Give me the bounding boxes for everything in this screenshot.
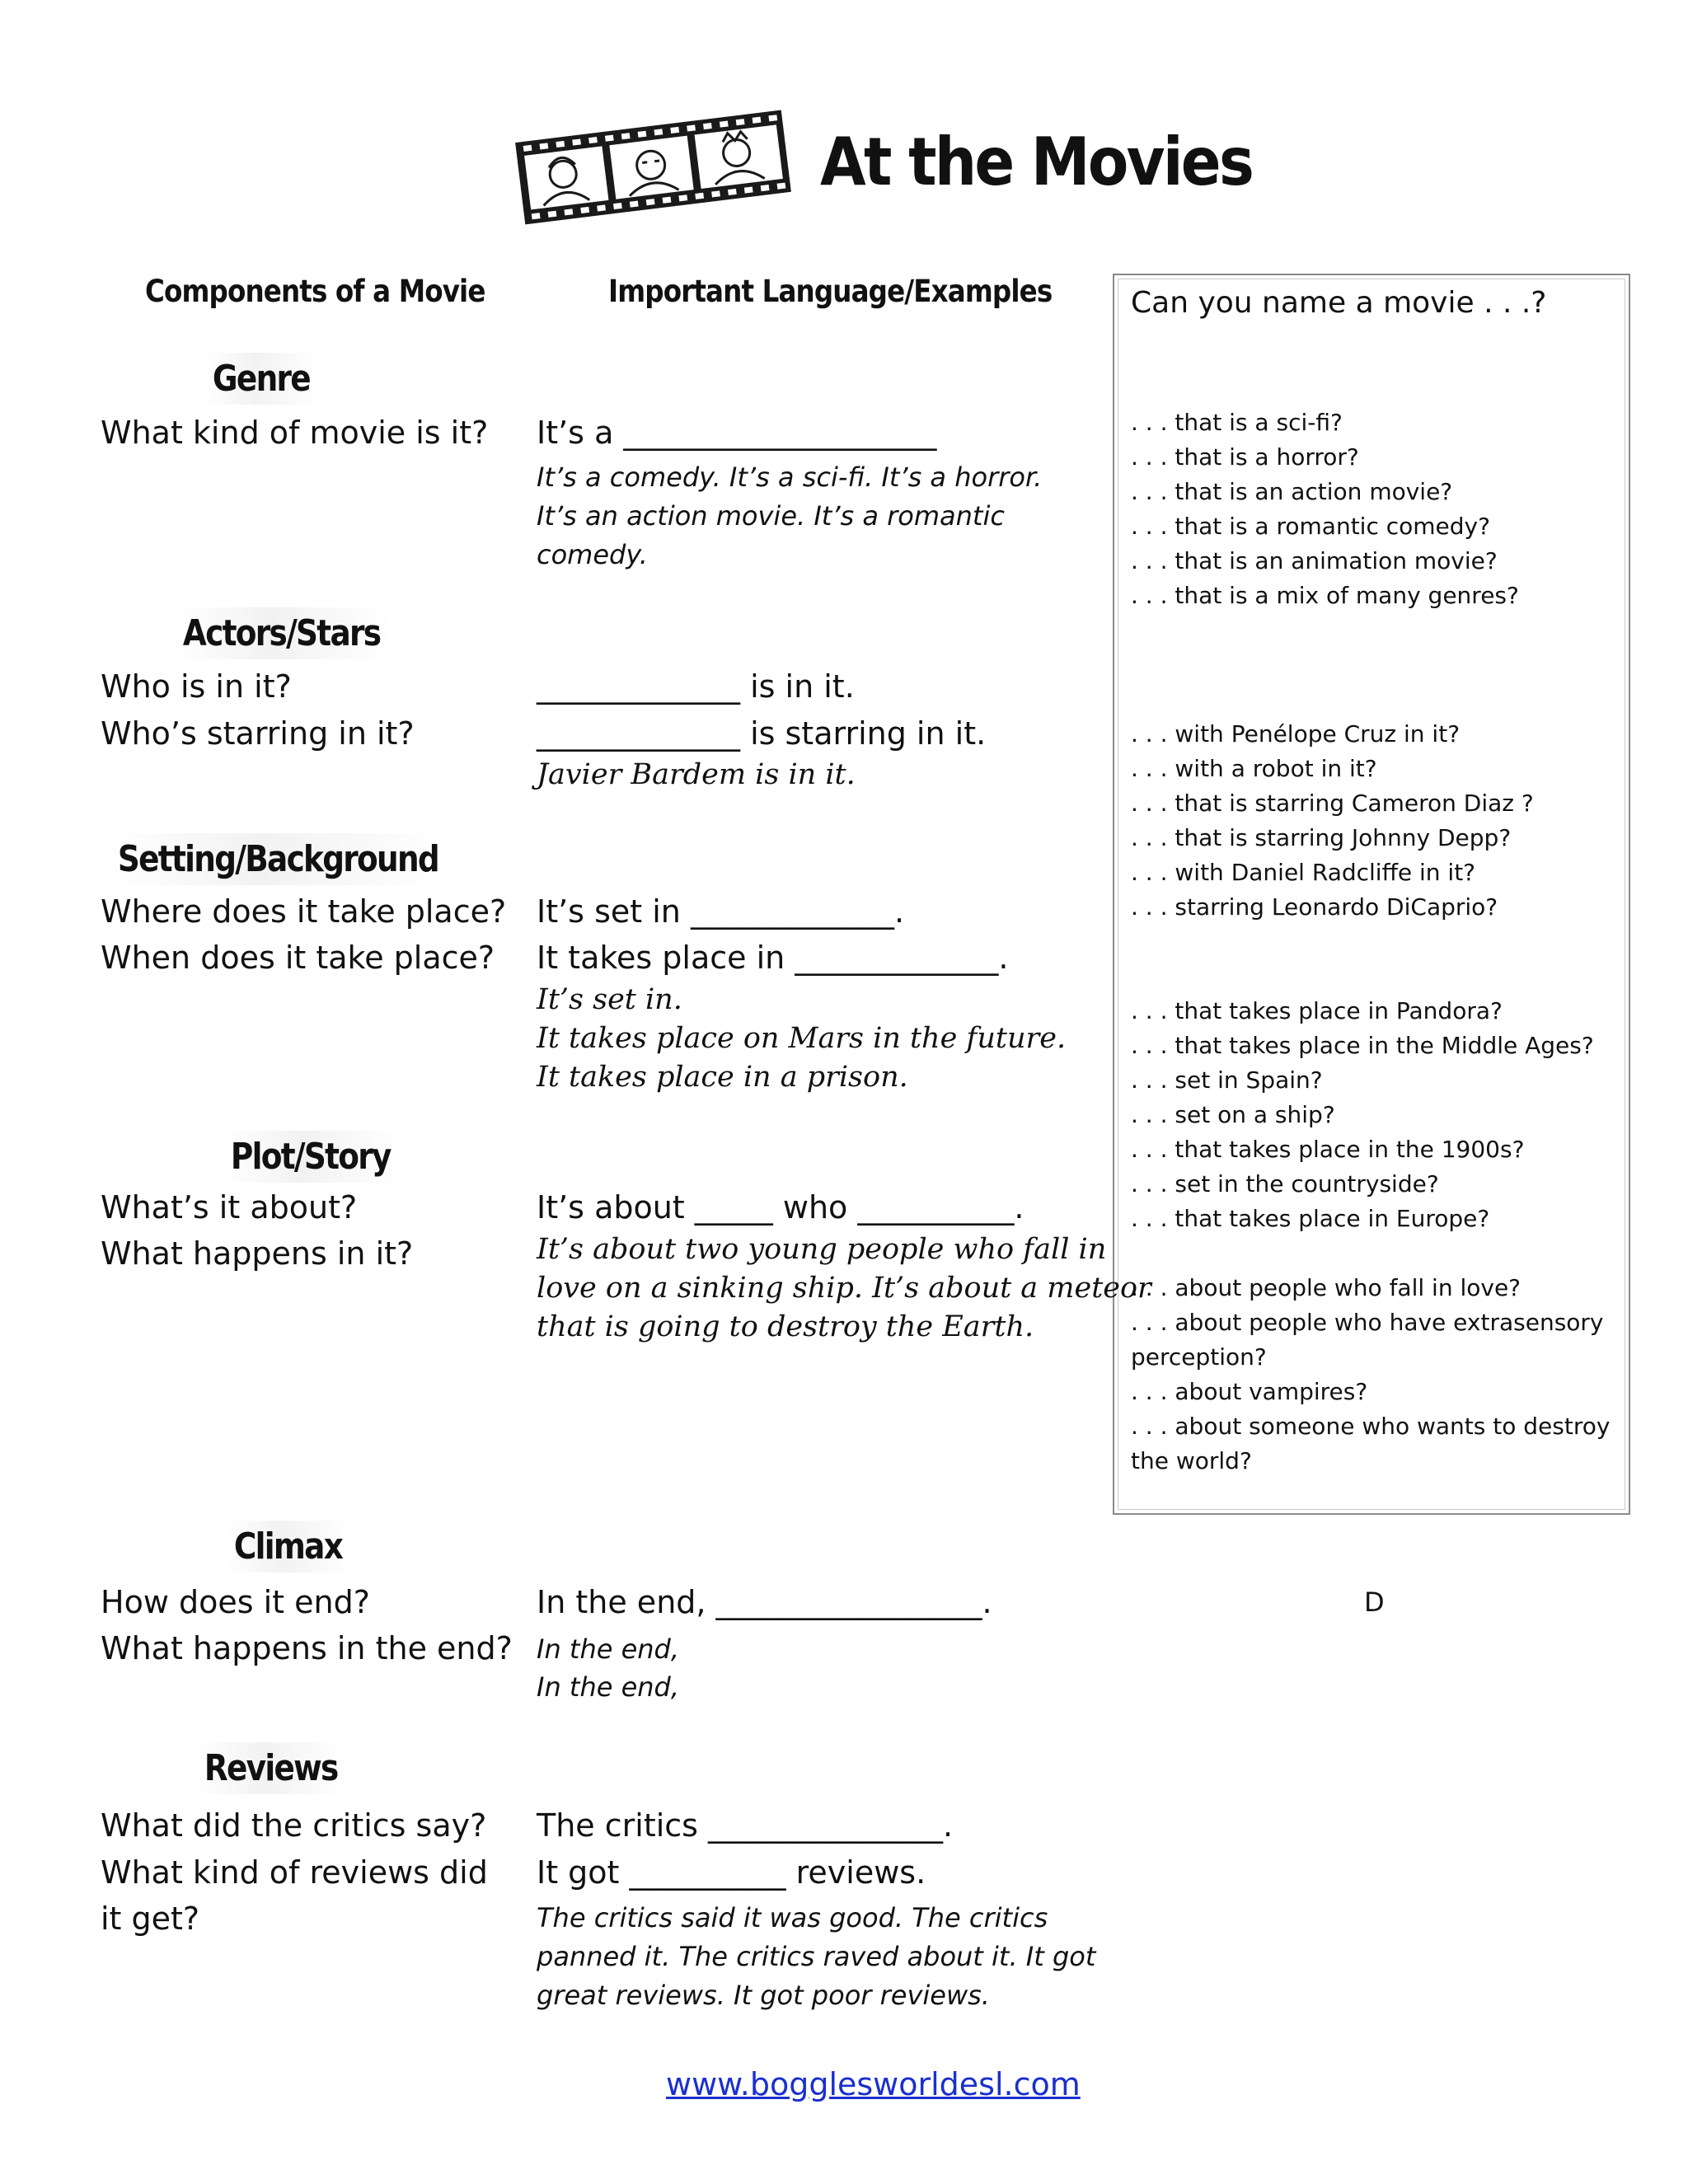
setting-question: When does it take place?: [101, 940, 495, 976]
plot-question: What happens in it?: [101, 1235, 414, 1272]
box-prompt: . . . that is an animation movie?: [1131, 547, 1498, 574]
box-prompt: . . . that is starring Johnny Depp?: [1131, 824, 1512, 851]
plot-example: love on a sinking ship. It’s about a meteor: [537, 1272, 1151, 1305]
plot-example: that is going to destroy the Earth.: [537, 1310, 1034, 1343]
box-prompt: . . . about people who fall in love?: [1131, 1274, 1522, 1301]
setting-example: It’s set in.: [537, 983, 682, 1016]
box-prompt: . . . set on a ship?: [1131, 1101, 1335, 1128]
genre-answer-frame: It’s a ____________________: [537, 415, 937, 451]
climax-question: How does it end?: [101, 1584, 370, 1620]
genre-example: It’s a comedy. It’s a sci-fi. It’s a horror.: [537, 462, 1043, 493]
box-prompt: . . . with a robot in it?: [1131, 755, 1377, 782]
setting-answer-frame: It takes place in _____________.: [537, 940, 1009, 976]
stray-letter: D: [1364, 1586, 1385, 1618]
reviews-badge: Reviews: [195, 1742, 347, 1794]
genre-example: comedy.: [537, 539, 648, 570]
reviews-answer-frame: The critics _______________.: [537, 1807, 954, 1844]
plot-badge: Plot/Story: [221, 1131, 401, 1183]
reviews-example: great reviews. It got poor reviews.: [537, 1980, 990, 2011]
plot-question: What’s it about?: [101, 1189, 358, 1226]
box-prompt: . . . that takes place in Europe?: [1131, 1205, 1490, 1232]
filmstrip-logo-icon: [515, 105, 791, 229]
setting-badge: Setting/Background: [108, 833, 448, 885]
reviews-question: What did the critics say?: [101, 1807, 487, 1844]
actors-question: Who is in it?: [101, 668, 292, 705]
box-prompt: . . . starring Leonardo DiCaprio?: [1131, 893, 1498, 921]
box-prompt: . . . set in Spain?: [1131, 1066, 1323, 1094]
plot-example: It’s about two young people who fall in: [537, 1233, 1107, 1266]
box-prompt: . . . that takes place in the Middle Ages?: [1131, 1032, 1594, 1059]
box-prompt: . . . that is a mix of many genres?: [1131, 582, 1519, 609]
setting-question: Where does it take place?: [101, 893, 507, 930]
climax-answer-frame: In the end, _________________.: [537, 1584, 992, 1620]
climax-example: In the end,: [537, 1633, 680, 1665]
box-prompt: . . . that is an action movie?: [1131, 478, 1453, 505]
box-prompt: . . . with Daniel Radcliffe in it?: [1131, 859, 1476, 886]
box-prompt: . . . that is starring Cameron Diaz ?: [1131, 790, 1534, 817]
reviews-example: panned it. The critics raved about it. It got: [537, 1941, 1096, 1972]
box-prompt: . . . about vampires?: [1131, 1378, 1368, 1405]
box-prompt: . . . with Penélope Cruz in it?: [1131, 720, 1461, 748]
reviews-question: What kind of reviews did: [101, 1854, 488, 1891]
box-prompt: perception?: [1131, 1343, 1267, 1371]
setting-example: It takes place on Mars in the future.: [537, 1022, 1067, 1055]
plot-answer-frame: It’s about _____ who __________.: [537, 1189, 1025, 1226]
components-column-header: Components of a Movie: [145, 274, 485, 309]
setting-example: It takes place in a prison.: [537, 1061, 908, 1094]
box-title: Can you name a movie . . .?: [1131, 286, 1547, 320]
box-prompt: . . . about people who have extrasensory: [1131, 1309, 1604, 1336]
reviews-question: it get?: [101, 1900, 200, 1937]
box-prompt: . . . that is a sci-fi?: [1131, 409, 1343, 436]
box-prompt: . . . that is a horror?: [1131, 443, 1359, 471]
setting-answer-frame: It’s set in _____________.: [537, 893, 905, 930]
actors-badge: Actors/Stars: [173, 607, 390, 659]
footer-website-link[interactable]: www.bogglesworldesl.com: [666, 2066, 1081, 2102]
actors-example: Javier Bardem is in it.: [537, 758, 856, 791]
box-prompt: the world?: [1131, 1447, 1252, 1474]
box-prompt: . . . about someone who wants to destroy: [1131, 1413, 1611, 1440]
genre-question: What kind of movie is it?: [101, 415, 489, 451]
climax-example: In the end,: [537, 1671, 680, 1703]
actors-answer-frame: _____________ is in it.: [537, 668, 855, 705]
page-title: At the Movies: [820, 124, 1253, 200]
actors-answer-frame: _____________ is starring in it.: [537, 715, 987, 752]
actors-question: Who’s starring in it?: [101, 715, 415, 752]
reviews-example: The critics said it was good. The critics: [537, 1902, 1048, 1933]
box-prompt: . . . that takes place in the 1900s?: [1131, 1136, 1525, 1163]
climax-badge: Climax: [224, 1521, 352, 1572]
box-prompt: . . . set in the countryside?: [1131, 1170, 1439, 1197]
genre-badge: Genre: [203, 353, 320, 405]
box-prompt: . . . that takes place in Pandora?: [1131, 997, 1503, 1024]
reviews-answer-frame: It got __________ reviews.: [537, 1854, 926, 1891]
box-prompt: . . . that is a romantic comedy?: [1131, 513, 1490, 540]
climax-question: What happens in the end?: [101, 1630, 513, 1666]
language-column-header: Important Language/Examples: [608, 274, 1053, 309]
genre-example: It’s an action movie. It’s a romantic: [537, 500, 1005, 532]
